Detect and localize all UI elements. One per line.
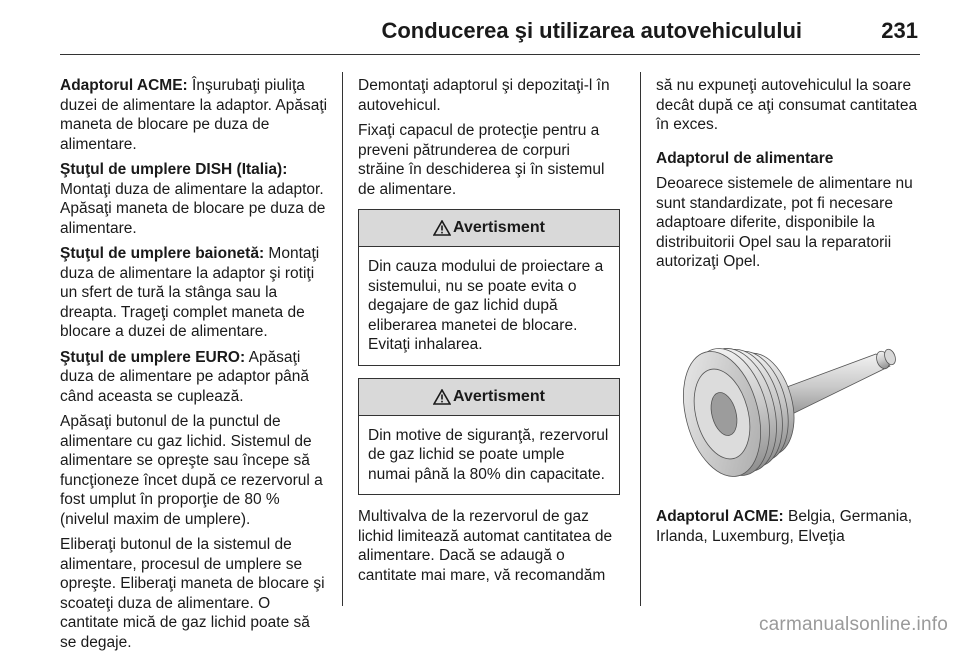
acme-adapter-illustration	[676, 302, 916, 492]
label-dish: Ştuţul de umplere DISH (Italia):	[60, 161, 288, 178]
column-divider	[342, 72, 343, 606]
label-euro: Ştuţul de umplere EURO:	[60, 348, 246, 366]
column-middle	[358, 76, 620, 591]
warning-triangle-icon	[433, 389, 451, 405]
paragraph-acme: Adaptorul ACME: Înşurubaţi piuliţa duzei de alimentare la adaptor. Apăsaţi maneta de blocare pe duza de alimentare.	[60, 77, 328, 153]
warning-box-2	[358, 378, 620, 496]
page-header	[60, 14, 920, 55]
warning-text: Din motive de siguranţă, rezervorul de gaz lichid se poate umple numai până la 80% din capacitate.	[368, 426, 609, 483]
paragraph-euro: Ştuţul de umplere EURO: Apăsaţi duza de alimentare pe adaptor până când aceasta se cuplează.	[60, 348, 310, 405]
warning-text: Din cauza modului de proiectare a sistemului, nu se poate evita o degajare de gaz lichid după eliberarea manetei de blocare. Evitaţi inhalarea.	[368, 258, 604, 353]
warning-title: Avertisment	[453, 387, 545, 405]
column-left	[60, 76, 328, 658]
paragraph-release: Eliberaţi butonul de la sistemul de alimentare, procesul de umplere se opreşte. Eliberaţi maneta de blocare şi scoateţi duza de alimentare. O cantitate mică de gaz lichid poate să se degaje.	[60, 536, 325, 651]
figure-caption: Adaptorul ACME: Belgia, Germania, Irlanda, Luxemburg, Elveţia	[656, 508, 913, 545]
paragraph-sun: să nu expuneţi autovehiculul la soare decât după ce aţi consumat cantitatea în exces.	[656, 77, 918, 133]
warning-header	[359, 210, 619, 247]
paragraph-button: Apăsaţi butonul de la punctul de alimentare cu gaz lichid. Sistemul de alimentare se opreşte sau începe să funcţioneze încet după ce rezervorul a fost umplut în proporţie de 80 % (nivelul maxim de umplere).	[60, 413, 323, 528]
paragraph-dish: Ştuţul de umplere DISH (Italia): Montaţi duza de alimentare la adaptor. Apăsaţi maneta de blocare pe duza de alimentare.	[60, 161, 326, 237]
section-heading: Adaptorul de alimentare	[656, 149, 834, 167]
paragraph-cap: Fixaţi capacul de protecţie pentru a preveni pătrunderea de corpuri străine în deschiderea şi în sistemul de alimentare.	[358, 122, 605, 198]
watermark: carmanualsonline.info	[758, 614, 948, 635]
paragraph-bayonet: Ştuţul de umplere baionetă: Montaţi duza de alimentare la adaptor şi rotiţi un sfert de tură la stânga sau la dreapta. Trageţi complet maneta de blocare a duzei de alimentare.	[60, 245, 320, 340]
chapter-title: Conducerea şi utilizarea autovehiculului	[381, 18, 802, 43]
column-divider	[640, 72, 641, 606]
paragraph-adapters: Deoarece sistemele de alimentare nu sunt standardizate, pot fi necesare adaptoare diferite, disponibile la distribuitorii Opel sau la reparatorii autorizaţi Opel.	[656, 175, 913, 270]
warning-box-1	[358, 209, 620, 366]
paragraph-remove-adapter: Demontaţi adaptorul şi depozitaţi-l în autovehicul.	[358, 77, 610, 114]
warning-title: Avertisment	[453, 219, 545, 237]
label-bayonet: Ştuţul de umplere baionetă:	[60, 245, 265, 262]
column-right	[656, 76, 922, 552]
warning-header	[359, 379, 619, 416]
warning-triangle-icon	[433, 220, 451, 236]
caption-label: Adaptorul ACME:	[656, 508, 784, 525]
label-acme: Adaptorul ACME:	[60, 77, 188, 94]
page-number: 231	[881, 18, 918, 43]
paragraph-multivalve: Multivalva de la rezervorul de gaz lichid limitează automat cantitatea de alimentare. Dacă se adaugă o cantitate mai mare, vă recomandăm	[358, 508, 613, 584]
